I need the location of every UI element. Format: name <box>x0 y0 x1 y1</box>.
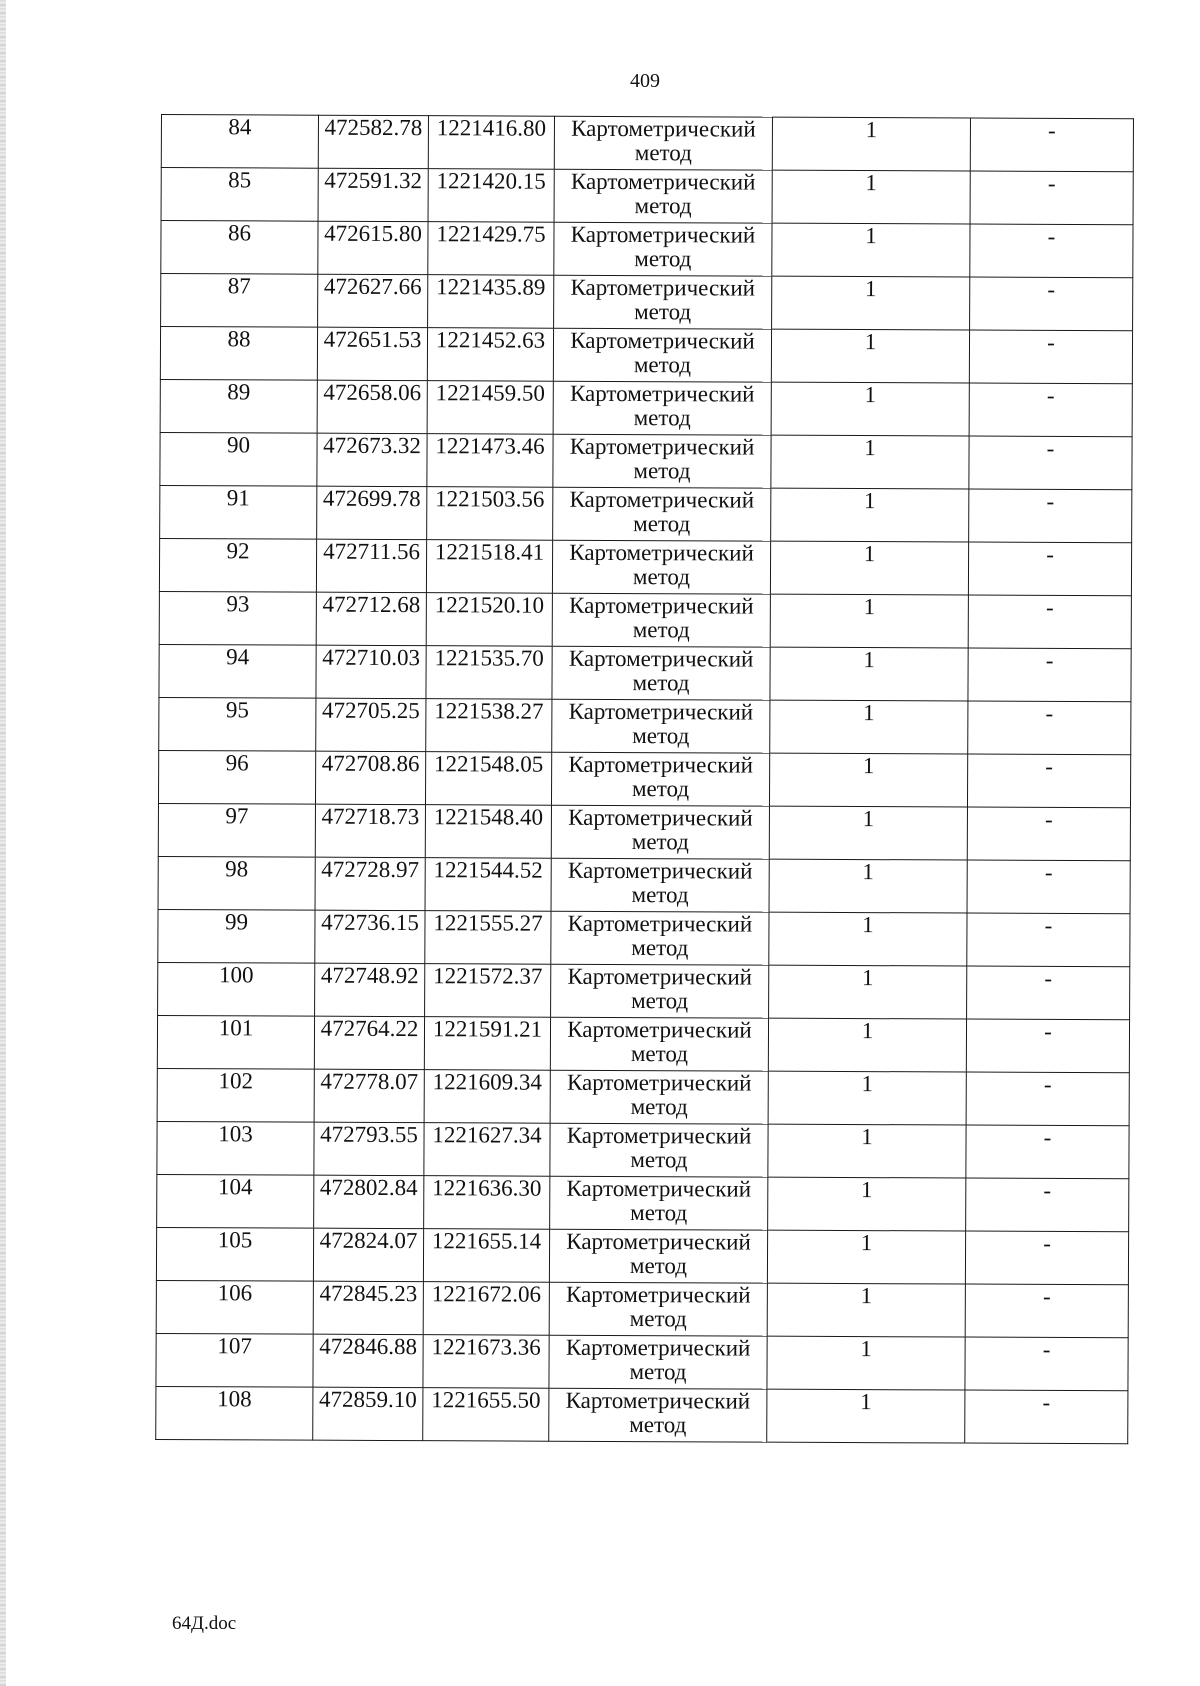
table-row <box>157 1068 1129 1125</box>
note-cell: - <box>965 1231 1128 1285</box>
x-coordinate-cell: 472846.88 <box>313 1334 423 1387</box>
method-line-2: метод <box>629 1359 687 1385</box>
accuracy-cell: 1 <box>770 594 968 648</box>
coordinates-table <box>155 114 1134 1444</box>
method-line-1: Картометрический <box>568 751 753 778</box>
method-cell <box>552 646 770 700</box>
method-line-2: метод <box>634 299 692 325</box>
x-coordinate-cell: 472705.25 <box>316 698 426 751</box>
note-cell: - <box>967 754 1130 808</box>
method-cell <box>554 222 772 276</box>
accuracy-cell: 1 <box>771 435 969 489</box>
method-cell <box>550 1070 768 1124</box>
method-line-2: метод <box>634 193 692 219</box>
y-coordinate-cell: 1221655.14 <box>423 1229 549 1283</box>
table-row <box>158 750 1130 807</box>
method-line-1: Картометрический <box>567 963 753 990</box>
method-line-2: метод <box>634 246 692 272</box>
method-line-2: метод <box>633 511 691 537</box>
method-line-1: Картометрический <box>568 698 754 725</box>
method-line-1: Картометрический <box>565 1334 751 1361</box>
method-cell <box>551 805 769 859</box>
x-coordinate-cell: 472712.68 <box>316 592 426 645</box>
table-row <box>160 432 1132 489</box>
method-cell <box>549 1335 767 1389</box>
method-cell <box>551 858 769 912</box>
method-cell <box>553 434 771 488</box>
page-number: 409 <box>630 70 660 92</box>
x-coordinate-cell: 472591.32 <box>318 168 428 221</box>
note-cell: - <box>968 595 1131 649</box>
y-coordinate-cell: 1221435.89 <box>428 275 554 329</box>
note-cell: - <box>970 171 1133 225</box>
method-line-1: Картометрический <box>569 433 755 460</box>
table-row <box>159 697 1131 754</box>
point-number-cell: 102 <box>157 1068 314 1122</box>
x-coordinate-cell: 472582.78 <box>318 115 428 168</box>
y-coordinate-cell: 1221672.06 <box>423 1282 549 1336</box>
point-number-cell: 87 <box>161 274 318 328</box>
accuracy-cell: 1 <box>770 541 968 595</box>
method-cell <box>553 487 771 541</box>
point-number-cell: 100 <box>158 962 315 1016</box>
method-cell <box>551 964 769 1018</box>
accuracy-cell: 1 <box>767 1283 965 1337</box>
y-coordinate-cell: 1221548.05 <box>425 752 551 806</box>
table-row <box>160 379 1132 436</box>
method-cell <box>551 752 769 806</box>
method-cell <box>549 1282 767 1336</box>
note-cell: - <box>965 1390 1128 1444</box>
table-row <box>159 591 1131 648</box>
accuracy-cell: 1 <box>769 965 967 1019</box>
method-cell <box>550 1123 768 1177</box>
accuracy-cell: 1 <box>772 276 970 330</box>
point-number-cell: 99 <box>158 909 315 963</box>
note-cell: - <box>966 1019 1129 1073</box>
method-cell <box>554 169 772 223</box>
accuracy-cell: 1 <box>767 1230 965 1284</box>
accuracy-cell: 1 <box>767 1336 965 1390</box>
table-row <box>160 485 1132 542</box>
point-number-cell: 86 <box>161 221 318 275</box>
scan-edge-artifact <box>0 0 6 1686</box>
y-coordinate-cell: 1221591.21 <box>424 1017 550 1071</box>
table-row <box>156 1386 1128 1443</box>
method-cell <box>549 1229 767 1283</box>
method-line-2: метод <box>632 617 690 643</box>
y-coordinate-cell: 1221673.36 <box>423 1335 549 1389</box>
y-coordinate-cell: 1221416.80 <box>428 116 554 170</box>
x-coordinate-cell: 472627.66 <box>318 274 428 327</box>
table-row <box>160 327 1132 384</box>
table-row <box>158 909 1130 966</box>
method-line-1: Картометрический <box>570 274 756 301</box>
y-coordinate-cell: 1221429.75 <box>428 222 554 276</box>
method-line-2: метод <box>630 1041 688 1067</box>
method-line-1: Картометрический <box>567 1016 752 1043</box>
accuracy-cell: 1 <box>771 382 969 436</box>
y-coordinate-cell: 1221627.34 <box>424 1123 550 1177</box>
point-number-cell: 103 <box>157 1121 314 1175</box>
point-number-cell: 93 <box>159 591 316 645</box>
note-cell: - <box>966 1125 1129 1179</box>
x-coordinate-cell: 472673.32 <box>317 433 427 486</box>
point-number-cell: 108 <box>156 1386 313 1440</box>
method-line-1: Картометрический <box>569 380 755 407</box>
note-cell: - <box>965 1284 1128 1338</box>
x-coordinate-cell: 472824.07 <box>313 1228 423 1281</box>
method-cell <box>552 540 770 594</box>
x-coordinate-cell: 472793.55 <box>314 1122 424 1175</box>
y-coordinate-cell: 1221572.37 <box>425 964 551 1018</box>
accuracy-cell: 1 <box>768 1177 966 1231</box>
x-coordinate-cell: 472764.22 <box>314 1016 424 1069</box>
y-coordinate-cell: 1221459.50 <box>427 381 553 435</box>
table-row <box>157 1174 1129 1231</box>
method-line-2: метод <box>633 405 691 431</box>
note-cell: - <box>966 1072 1129 1126</box>
method-line-2: метод <box>633 352 691 378</box>
note-cell: - <box>969 489 1132 543</box>
table-row <box>158 962 1130 1019</box>
method-line-2: метод <box>630 1094 688 1120</box>
y-coordinate-cell: 1221538.27 <box>426 699 552 753</box>
method-line-1: Картометрический <box>566 1228 751 1255</box>
point-number-cell: 106 <box>156 1280 313 1334</box>
point-number-cell: 88 <box>160 327 317 381</box>
point-number-cell: 98 <box>158 856 315 910</box>
method-line-2: метод <box>630 1200 688 1226</box>
method-cell <box>552 699 770 753</box>
table-row <box>159 538 1131 595</box>
note-cell: - <box>967 966 1130 1020</box>
point-number-cell: 105 <box>156 1227 313 1281</box>
method-line-1: Картометрический <box>568 804 753 831</box>
x-coordinate-cell: 472651.53 <box>317 327 427 380</box>
x-coordinate-cell: 472859.10 <box>313 1387 423 1440</box>
accuracy-cell: 1 <box>768 1124 966 1178</box>
method-cell <box>552 593 770 647</box>
x-coordinate-cell: 472728.97 <box>315 857 425 910</box>
point-number-cell: 97 <box>158 803 315 857</box>
method-cell <box>550 1176 768 1230</box>
method-line-1: Картометрический <box>567 910 753 937</box>
method-line-1: Картометрический <box>569 486 755 513</box>
note-cell: - <box>970 118 1133 172</box>
method-line-1: Картометрический <box>569 592 754 619</box>
x-coordinate-cell: 472748.92 <box>315 963 425 1016</box>
method-line-1: Картометрический <box>566 1281 751 1308</box>
accuracy-cell: 1 <box>769 753 967 807</box>
x-coordinate-cell: 472711.56 <box>316 539 426 592</box>
method-line-2: метод <box>632 670 690 696</box>
table-row <box>157 1015 1129 1072</box>
method-line-2: метод <box>631 882 689 908</box>
method-line-1: Картометрический <box>569 539 754 566</box>
y-coordinate-cell: 1221452.63 <box>427 328 553 382</box>
x-coordinate-cell: 472615.80 <box>318 221 428 274</box>
x-coordinate-cell: 472658.06 <box>317 380 427 433</box>
point-number-cell: 95 <box>159 697 316 751</box>
method-line-2: метод <box>629 1412 687 1438</box>
note-cell: - <box>968 701 1131 755</box>
method-line-1: Картометрический <box>570 221 756 248</box>
x-coordinate-cell: 472778.07 <box>314 1069 424 1122</box>
method-line-2: метод <box>633 458 691 484</box>
point-number-cell: 107 <box>156 1333 313 1387</box>
method-line-2: метод <box>631 935 689 961</box>
point-number-cell: 90 <box>160 432 317 486</box>
method-line-2: метод <box>632 723 690 749</box>
point-number-cell: 89 <box>160 379 317 433</box>
accuracy-cell: 1 <box>771 329 969 383</box>
note-cell: - <box>968 542 1131 596</box>
method-line-1: Картометрический <box>566 1175 752 1202</box>
note-cell: - <box>967 860 1130 914</box>
table-row <box>157 1121 1129 1178</box>
y-coordinate-cell: 1221655.50 <box>423 1388 549 1442</box>
note-cell: - <box>969 383 1132 437</box>
accuracy-cell: 1 <box>770 700 968 754</box>
accuracy-cell: 1 <box>769 859 967 913</box>
point-number-cell: 85 <box>161 168 318 222</box>
method-line-2: метод <box>630 1147 688 1173</box>
table-body <box>156 115 1134 1444</box>
note-cell: - <box>967 807 1130 861</box>
accuracy-cell: 1 <box>772 170 970 224</box>
table-row <box>156 1333 1128 1390</box>
table-row <box>158 803 1130 860</box>
point-number-cell: 91 <box>160 485 317 539</box>
method-line-2: метод <box>629 1253 688 1279</box>
accuracy-cell: 1 <box>772 117 970 171</box>
method-line-2: метод <box>634 140 692 166</box>
method-line-1: Картометрический <box>565 1387 751 1414</box>
method-line-1: Картометрический <box>566 1069 752 1096</box>
accuracy-cell: 1 <box>769 806 967 860</box>
y-coordinate-cell: 1221535.70 <box>426 646 552 700</box>
method-line-2: метод <box>632 564 691 590</box>
x-coordinate-cell: 472710.03 <box>316 645 426 698</box>
table-row <box>161 168 1133 225</box>
table-row <box>158 856 1130 913</box>
point-number-cell: 84 <box>161 115 318 169</box>
note-cell: - <box>970 224 1133 278</box>
y-coordinate-cell: 1221518.41 <box>426 540 552 594</box>
note-cell: - <box>969 330 1132 384</box>
table-row <box>156 1280 1128 1337</box>
method-line-1: Картометрический <box>570 168 756 195</box>
note-cell: - <box>968 648 1131 702</box>
accuracy-cell: 1 <box>770 647 968 701</box>
point-number-cell: 92 <box>159 538 316 592</box>
y-coordinate-cell: 1221520.10 <box>426 593 552 647</box>
method-line-2: метод <box>629 1306 687 1332</box>
accuracy-cell: 1 <box>769 912 967 966</box>
y-coordinate-cell: 1221555.27 <box>425 911 551 965</box>
accuracy-cell: 1 <box>768 1018 966 1072</box>
x-coordinate-cell: 472708.86 <box>315 751 425 804</box>
method-cell <box>554 116 772 170</box>
table-row <box>161 274 1133 331</box>
point-number-cell: 96 <box>158 750 315 804</box>
method-cell <box>553 328 771 382</box>
method-cell <box>553 381 771 435</box>
x-coordinate-cell: 472718.73 <box>315 804 425 857</box>
table-row <box>156 1227 1128 1284</box>
point-number-cell: 101 <box>157 1015 314 1069</box>
footer-filename: 64Д.doc <box>172 1613 237 1634</box>
y-coordinate-cell: 1221609.34 <box>424 1070 550 1124</box>
note-cell: - <box>966 1178 1129 1232</box>
x-coordinate-cell: 472845.23 <box>313 1281 423 1334</box>
method-cell <box>551 911 769 965</box>
y-coordinate-cell: 1221544.52 <box>425 858 551 912</box>
table-row <box>161 221 1133 278</box>
y-coordinate-cell: 1221548.40 <box>425 805 551 859</box>
note-cell: - <box>965 1337 1128 1391</box>
note-cell: - <box>967 913 1130 967</box>
method-cell <box>549 1388 767 1442</box>
x-coordinate-cell: 472736.15 <box>315 910 425 963</box>
method-line-2: метод <box>631 988 689 1014</box>
y-coordinate-cell: 1221420.15 <box>428 169 554 223</box>
method-line-1: Картометрический <box>568 645 754 672</box>
x-coordinate-cell: 472802.84 <box>314 1175 424 1228</box>
table-row <box>159 644 1131 701</box>
method-line-2: метод <box>631 829 689 855</box>
accuracy-cell: 1 <box>768 1071 966 1125</box>
method-cell <box>554 275 772 329</box>
method-line-1: Картометрический <box>570 327 755 354</box>
accuracy-cell: 1 <box>772 223 970 277</box>
point-number-cell: 94 <box>159 644 316 698</box>
x-coordinate-cell: 472699.78 <box>317 486 427 539</box>
method-line-1: Картометрический <box>567 857 753 884</box>
y-coordinate-cell: 1221473.46 <box>427 434 553 488</box>
y-coordinate-cell: 1221636.30 <box>424 1176 550 1230</box>
method-cell <box>550 1017 768 1071</box>
note-cell: - <box>969 436 1132 490</box>
note-cell: - <box>970 277 1133 331</box>
accuracy-cell: 1 <box>771 488 969 542</box>
y-coordinate-cell: 1221503.56 <box>427 487 553 541</box>
accuracy-cell: 1 <box>767 1389 965 1443</box>
method-line-1: Картометрический <box>566 1122 752 1149</box>
table-row <box>161 115 1133 172</box>
method-line-1: Картометрический <box>571 115 756 142</box>
point-number-cell: 104 <box>157 1174 314 1228</box>
method-line-2: метод <box>631 776 690 802</box>
